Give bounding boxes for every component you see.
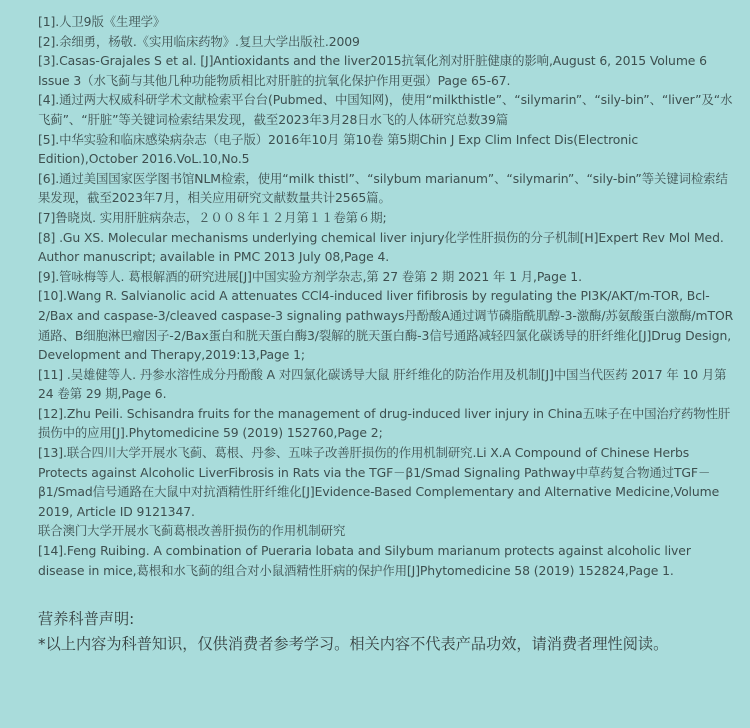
reference-item-2: [2].余细勇，杨敬.《实用临床药物》.复旦大学出版社.2009 — [38, 33, 360, 49]
reference-item-7: [7]鲁晓岚. 实用肝脏病杂志，２００８年１２月第１１卷第６期; — [38, 209, 387, 225]
reference-item-11: [11] .吴雄健等人. 丹参水溶性成分丹酚酸 A 对四氯化碳诱导大鼠 肝纤维化的防治作用及机制[J]中国当代医药 2017 年 10 月第 24 卷第 29 期,Page 6. — [38, 366, 727, 402]
reference-item-1: [1].人卫9版《生理学》 — [38, 14, 166, 29]
reference-item-4: [4].通过两大权威科研学术文献检索平台台(Pubmed、中国知网)，使用“milkthistle”、“silymarin”、“sily-bin”、“liver”及“水飞蓟”、“肝脏”等关键词检索结果发现，截至2023年3月28日水飞的人体研究总数39篇 — [38, 92, 733, 127]
notice-title: 营养科普声明: — [38, 610, 135, 629]
reference-item-10: [10].Wang R. Salvianolic acid A attenuates CCl4-induced liver fifibrosis by regulating the PI3K/AKT/m-TOR, Bcl-2/Bax and caspase-3/cleaved caspase-3 signaling pathways丹酚酸A通过调节磷脂酰肌醇-3-激酶/苏氨酸蛋白激酶/mTOR通路、B细胞淋巴瘤因子-2/Bax蛋白和胱天蛋白酶3/裂解的胱天蛋白酶-3信号通路减轻四氯化碳诱导的肝纤维化[J]Drug Design, Development and Therapy,2019:13,Page 1; — [38, 288, 734, 363]
reference-item-13: [13].联合四川大学开展水飞蓟、葛根、丹参、五味子改善肝损伤的作用机制研究.Li X.A Compound of Chinese Herbs Protects against Alcoholic LiverFibrosis in Rats via the TGF－β1/Smad Signaling Pathway中草药复合物通过TGF－β1/Smad信号通路在大鼠中对抗酒精性肝纤维化[J]Evidence-Based Complementary and Alternative Medicine,Volume 2019, Article ID 9121347. — [38, 445, 720, 519]
reference-item-14: [14].Feng Ruibing. A combination of Pueraria lobata and Silybum marianum protects against alcoholic liver disease in mice,葛根和水飞蓟的组合对小鼠酒精性肝病的保护作用[J]Phytomedicine 58 (2019) 152824,Page 1. — [38, 543, 691, 578]
reference-item-9: [9].管咏梅等人. 葛根解酒的研究进展[J]中国实验方剂学杂志,第 27 卷第 2 期 2021 年 1 月,Page 1. — [38, 268, 582, 284]
reference-item-12: [12].Zhu Peili. Schisandra fruits for the management of drug-induced liver injury in China五味子在中国治疗药物性肝损伤中的应用[J].Phytomedicine 59 (2019) 152760,Page 2; — [38, 405, 731, 441]
reference-item-3: [3].Casas-Grajales S et al. [J]Antioxidants and the liver2015抗氧化剂对肝脏健康的影响,August 6, 2015 Volume 6 Issue 3（水飞蓟与其他几种功能物质相比对肝脏的抗氧化保护作用更强）Page 65-67. — [38, 53, 707, 88]
nutrition-notice — [38, 608, 734, 655]
reference-list — [38, 12, 734, 580]
reference-13-note: 联合澳门大学开展水飞蓟葛根改善肝损伤的作用机制研究 — [38, 523, 346, 539]
reference-item-8: [8] .Gu XS. Molecular mechanisms underlying chemical liver injury化学性肝损伤的分子机制[H]Expert Rev Mol Med. Author manuscript; available in PMC 2013 July 08,Page 4. — [38, 229, 724, 265]
reference-item-6: [6].通过美国国家医学图书馆NLM检索，使用“milk thistl”、“silybum marianum”、“silymarin”、“sily-bin”等关键词检索结果发现，截至2023年7月，相关应用研究文献数量共计2565篇。 — [38, 170, 728, 206]
reference-item-5: [5].中华实验和临床感染病杂志（电子版）2016年10月 第10卷 第5期Chin J Exp Clim Infect Dis(Electronic Edition),October 2016.VoL.10,No.5 — [38, 131, 639, 167]
notice-body: *以上内容为科普知识，仅供消费者参考学习。相关内容不代表产品功效，请消费者理性阅读。 — [38, 635, 669, 654]
